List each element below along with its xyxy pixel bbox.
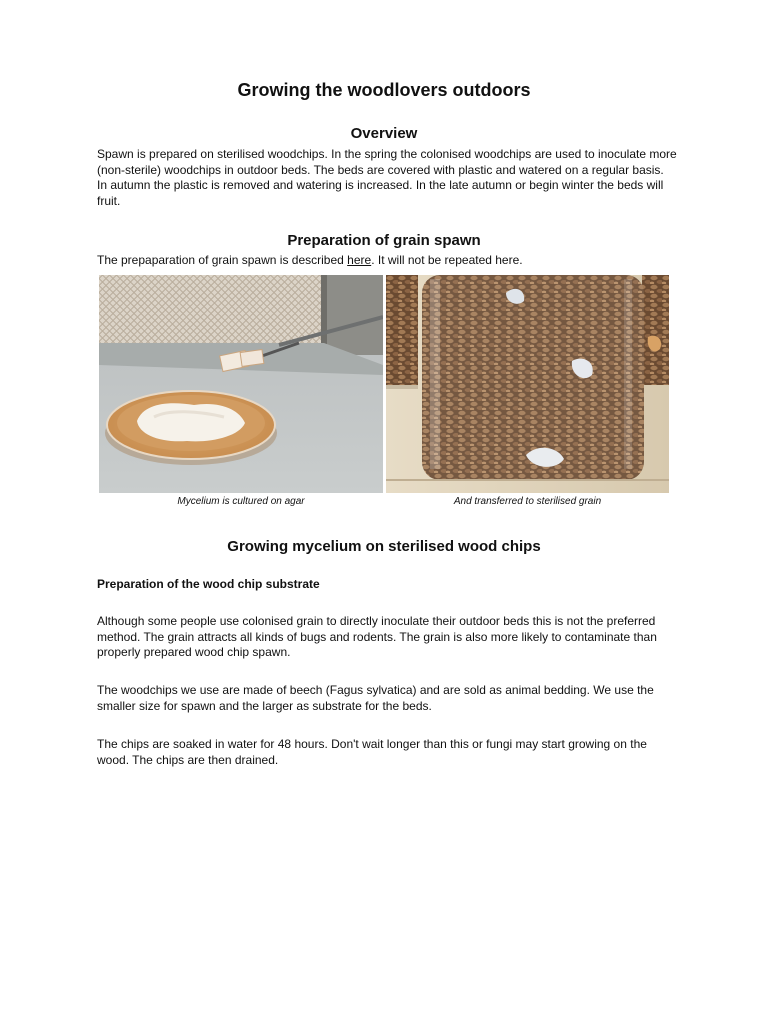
grain-spawn-text-before: The prepaparation of grain spawn is described xyxy=(97,253,348,267)
overview-heading: Overview xyxy=(350,125,418,142)
wood-chips-paragraph-3: The chips are soaked in water for 48 hours. Don't wait longer than this or fungi may start growing on the wood. The chips are then drained. xyxy=(97,737,647,767)
grain-jar-photo xyxy=(386,275,669,493)
wood-chips-paragraph-2: The woodchips we use are made of beech (Fagus sylvatica) and are sold as animal bedding. We use the smaller size for spawn and the larger as substrate for the beds. xyxy=(97,683,654,713)
wood-chips-paragraph-1: Although some people use colonised grain to directly inoculate their outdoor beds this is not the preferred method. The grain attracts all kinds of bugs and rodents. The grain is also more likely to contaminate than properly prepared wood chip spawn. xyxy=(97,614,657,659)
overview-paragraph: Spawn is prepared on sterilised woodchips. In the spring the colonised woodchips are used to inoculate more (non-sterile) woodchips in outdoor beds. The beds are covered with plastic and watered on a regular basis. In autumn the plastic is removed and watering is increased. In the late autumn or begin winter the beds will fruit. xyxy=(97,147,677,208)
grain-caption: And transferred to sterilised grain xyxy=(453,496,602,507)
agar-photo-illustration xyxy=(99,275,383,493)
wood-chip-substrate-subheading: Preparation of the wood chip substrate xyxy=(97,577,320,591)
grain-spawn-text-after: . It will not be repeated here. xyxy=(371,253,523,267)
grain-spawn-paragraph xyxy=(97,253,677,269)
wood-chips-heading: Growing mycelium on sterilised wood chips xyxy=(227,538,541,555)
here-link[interactable]: here xyxy=(347,253,372,267)
grain-jar-illustration xyxy=(386,275,669,493)
grain-spawn-heading: Preparation of grain spawn xyxy=(287,232,481,249)
agar-photo xyxy=(99,275,383,493)
agar-caption: Mycelium is cultured on agar xyxy=(177,496,305,507)
page-title: Growing the woodlovers outdoors xyxy=(237,80,531,100)
